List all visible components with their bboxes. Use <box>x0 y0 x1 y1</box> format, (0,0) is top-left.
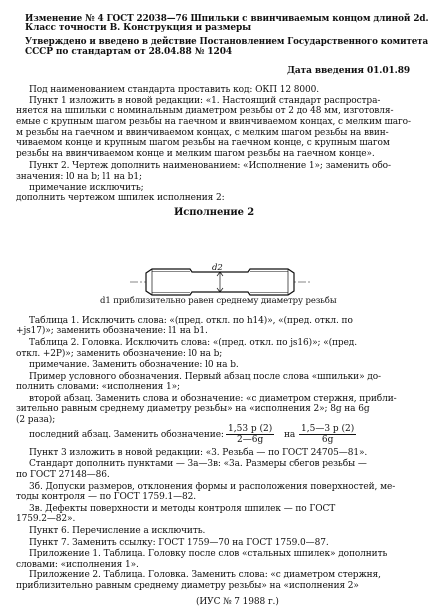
paragraph-line: примечание. Заменить обозначение: l0 на b. <box>29 360 239 371</box>
paragraph-line: Пункт 3 изложить в новой редакции: «3. Резьба — по ГОСТ 24705—81». <box>29 447 368 458</box>
effective-date: Дата введения 01.01.89 <box>287 65 411 76</box>
paragraph-line: Таблица 1. Исключить слова: «(пред. откл. по h14)», «(пред. откл. по <box>29 315 353 326</box>
paragraph-line: Пункт 7. Заменить ссылку: ГОСТ 1759—70 на ГОСТ 1759.0—87. <box>29 537 329 548</box>
paragraph-line: дополнить чертежом шпилек исполнения 2: <box>16 193 225 204</box>
paragraph-line: 3в. Дефекты поверхности и методы контроля шпилек — по ГОСТ <box>29 503 336 514</box>
fraction-old-numerator: 1,53 p (2) <box>228 423 273 434</box>
figure-caption: d1 приблизительно равен среднему диаметру резьбы <box>100 296 337 307</box>
paragraph-line: откл. +2Р)»; заменить обозначение: l0 на b; <box>16 348 223 359</box>
paragraph-line: Стандарт дополнить пунктами — 3а—3в: «3а. Размеры сбегов резьбы — <box>29 459 367 470</box>
footer-note: (ИУС № 7 1988 г.) <box>196 597 279 607</box>
fraction-new <box>299 424 356 445</box>
fraction-old <box>226 424 274 445</box>
paragraph-line: второй абзац. Заменить слова и обозначение: «с диаметром стержня, прибли- <box>29 393 397 404</box>
paragraph-line: приблизительно равным среднему диаметру резьбы» на «исполнения 2» <box>16 581 359 592</box>
paragraph-line: Пункт 2. Чертеж дополнить наименованием: «Исполнение 1»; заменить обо- <box>29 161 391 172</box>
approval-line-2: СССР по стандартам от 28.04.88 № 1204 <box>25 47 233 58</box>
formula-lead: последний абзац. Заменить обозначение: <box>29 429 224 440</box>
fraction-new-denominator: 6g <box>321 434 334 445</box>
paragraph-line: значения: l0 на b; l1 на b1; <box>16 171 142 182</box>
paragraph-line: Пункт 6. Перечисление а исключить. <box>29 526 206 537</box>
paragraph-line: 1759.2—82». <box>16 514 76 525</box>
paragraph-line: (2 раза); <box>16 415 56 426</box>
approval-line: Утверждено и введено в действие Постановлением Государственного комитета <box>25 36 429 47</box>
paragraph-line: +js17)»; заменить обозначение: l1 на b1. <box>16 326 208 337</box>
paragraph-line: Пример условного обозначения. Первый абзац после слова «шпильки» до- <box>29 371 381 382</box>
paragraph-line: Таблица 2. Головка. Исключить слова: «(пред. откл. по js16)»; «(пред. <box>29 337 357 348</box>
diameter-label: d2 <box>212 262 223 273</box>
amendment-subtitle: Класс точности В. Конструкция и размеры <box>25 23 252 34</box>
paragraph-line: полнить словами: «исполнения 1»; <box>16 382 180 393</box>
paragraph-line: Приложение 2. Таблица. Головка. Заменить слова: «с диаметром стержня, <box>29 570 381 581</box>
paragraph-line: чиваемом конце и крупным шагом резьбы на гаечном конце, с крупным шагом <box>16 138 390 149</box>
fraction-new-numerator: 1,5—3 p (2) <box>301 423 355 434</box>
paragraph-line: емые с крупным шагом резьбы на гаечном и ввинчиваемом концах, с мелким шаго- <box>16 116 411 127</box>
formula-connector: на <box>284 429 296 440</box>
paragraph-line: по ГОСТ 27148—86. <box>16 470 110 481</box>
paragraph-okp: Под наименованием стандарта проставить код: ОКП 12 8000. <box>29 85 320 96</box>
paragraph-line: зительно равным среднему диаметру резьбы» на «исполнения 2»; 8g на 6g <box>16 404 370 415</box>
paragraph-line: резьбы на ввинчиваемом конце и мелким шагом резьбы на гаечном конце». <box>16 148 375 159</box>
fraction-old-denominator: 2—6g <box>237 434 264 445</box>
paragraph-line: Приложение 1. Таблица. Головку после слов «стальных шпилек» дополнить <box>29 549 388 560</box>
paragraph-line: 3б. Допуски размеров, отклонения формы и расположения поверхностей, ме- <box>29 481 396 492</box>
paragraph-line: словами: «исполнения 1». <box>16 559 139 570</box>
paragraph-line: тоды контроля — по ГОСТ 1759.1—82. <box>16 492 197 503</box>
paragraph-line: примечание исключить; <box>29 182 144 193</box>
paragraph-line: няется на шпильки с номинальным диаметром резьбы от 2 до 48 мм, изготовля- <box>16 106 394 117</box>
paragraph-line: Пункт 1 изложить в новой редакции: «1. Настоящий стандарт распростра- <box>29 95 381 106</box>
figure-title: Исполнение 2 <box>173 206 255 218</box>
paragraph-line: м резьбы на гаечном и ввинчиваемом концах, с мелким шагом резьбы на ввин- <box>16 127 389 138</box>
amendment-title: Изменение № 4 ГОСТ 22038—76 Шпильки с ввинчиваемым концом длиной 2d. <box>25 12 429 24</box>
